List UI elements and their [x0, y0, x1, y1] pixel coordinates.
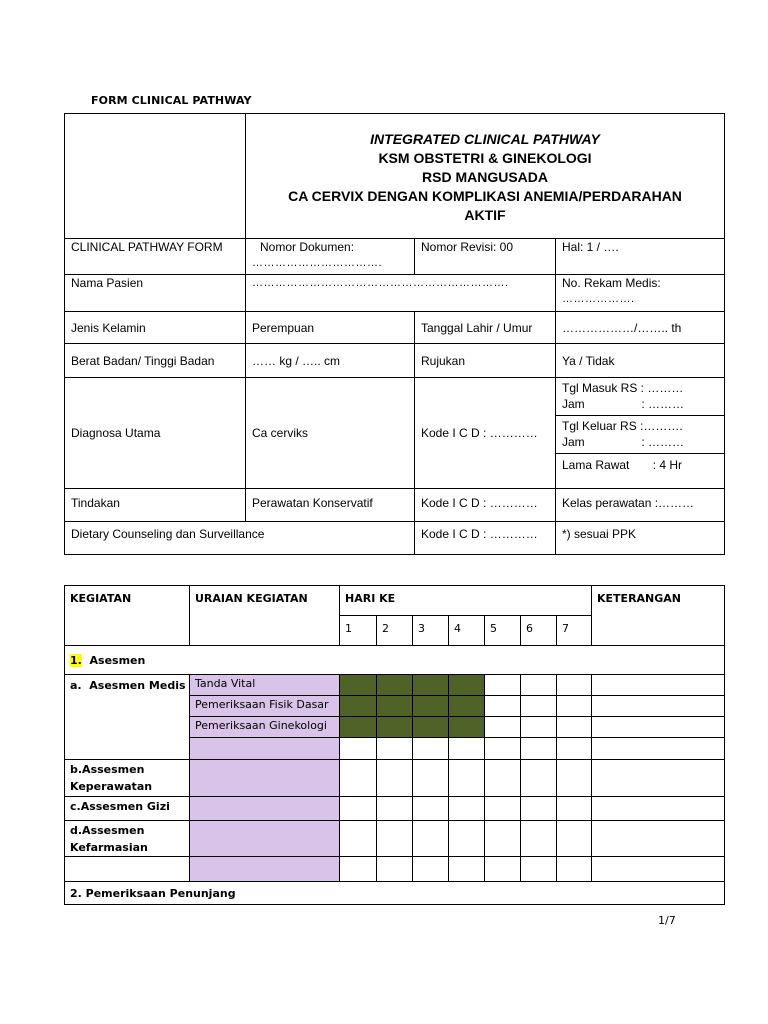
- day-cell: [377, 797, 413, 821]
- nomor-revisi: Nomor Revisi: 00: [415, 239, 556, 275]
- col-uraian: URAIAN KEGIATAN: [190, 586, 340, 646]
- day-cell: [413, 797, 449, 821]
- day-cell-filled: [340, 696, 377, 717]
- uraian-pemeriksaan-gineko: Pemeriksaan Ginekologi: [190, 717, 340, 738]
- asesmen-kefarmasian: d.Assesmen Kefarmasian: [65, 821, 190, 857]
- uraian-empty: [190, 857, 340, 882]
- form-name: CLINICAL PATHWAY FORM: [65, 239, 246, 275]
- day-cell: [377, 857, 413, 882]
- kelas-perawatan: Kelas perawatan :………: [556, 489, 725, 522]
- day-cell: [557, 696, 592, 717]
- day-cell-filled: [340, 717, 377, 738]
- day-cell: [521, 696, 557, 717]
- section-asesmen: [65, 646, 725, 675]
- day-cell: [521, 797, 557, 821]
- day-cell: [413, 821, 449, 857]
- jam-masuk: Jam : ………: [562, 397, 685, 411]
- day-cell: [485, 675, 521, 696]
- uraian-empty: [190, 738, 340, 760]
- header-table: [64, 113, 725, 555]
- diagnosa-label: Diagnosa Utama: [65, 378, 246, 489]
- nomor-dokumen-cell: [246, 239, 415, 275]
- day-cell: [557, 738, 592, 760]
- day-cell: [449, 760, 485, 797]
- day-cell: [557, 857, 592, 882]
- day-cell: [340, 821, 377, 857]
- day-cell: [485, 738, 521, 760]
- title-line: INTEGRATED CLINICAL PATHWAY: [370, 130, 600, 147]
- nama-pasien-label: Nama Pasien: [65, 275, 246, 312]
- day-cell-filled: [377, 717, 413, 738]
- berat-badan-value: …… kg / ….. cm: [246, 344, 415, 378]
- page-number: 1/7: [658, 914, 676, 927]
- day-cell-filled: [413, 696, 449, 717]
- day-cell: [557, 717, 592, 738]
- day-cell-filled: [413, 675, 449, 696]
- keterangan-cell: [592, 717, 725, 738]
- logo-cell: [65, 114, 246, 239]
- tgl-keluar-block: [556, 416, 724, 454]
- jam-keluar: Jam : ………: [562, 435, 685, 449]
- kegiatan-empty: [65, 857, 190, 882]
- title-line: CA CERVIX DENGAN KOMPLIKASI ANEMIA/PERDARAHAN: [288, 187, 682, 204]
- day-cell: [340, 857, 377, 882]
- tgl-masuk: Tgl Masuk RS : ………: [562, 381, 684, 395]
- keterangan-cell: [592, 760, 725, 797]
- uraian-pemeriksaan-fisik: Pemeriksaan Fisik Dasar: [190, 696, 340, 717]
- day-cell: [485, 857, 521, 882]
- nama-pasien-value: ………………………………………………………….: [246, 275, 556, 312]
- asesmen-keperawatan: b.Assesmen Keperawatan: [65, 760, 190, 797]
- sesuai-ppk: *) sesuai PPK: [556, 522, 725, 555]
- kode-icd: Kode I C D : …………: [415, 489, 556, 522]
- diagnosa-value: Ca cerviks: [246, 378, 415, 489]
- col-kegiatan: KEGIATAN: [65, 586, 190, 646]
- tanggal-lahir-value: ………………/…….. th: [556, 312, 725, 344]
- day-cell: [413, 857, 449, 882]
- day-cell-filled: [449, 696, 485, 717]
- jenis-kelamin-label: Jenis Kelamin: [65, 312, 246, 344]
- day-cell: [377, 760, 413, 797]
- rujukan-label: Rujukan: [415, 344, 556, 378]
- day-cell: [485, 821, 521, 857]
- tgl-masuk-block: [556, 378, 724, 416]
- asesmen-gizi: c.Assesmen Gizi: [65, 797, 190, 821]
- uraian-empty: [190, 821, 340, 857]
- day-header: 7: [557, 616, 592, 646]
- day-cell: [449, 821, 485, 857]
- day-header: 2: [377, 616, 413, 646]
- day-cell: [449, 797, 485, 821]
- keterangan-cell: [592, 675, 725, 696]
- day-cell: [485, 797, 521, 821]
- day-cell: [557, 760, 592, 797]
- lama-rawat: Lama Rawat : 4 Hr: [562, 458, 683, 472]
- day-cell: [340, 760, 377, 797]
- title-line: KSM OBSTETRI & GINEKOLOGI: [378, 149, 592, 166]
- day-cell-filled: [449, 717, 485, 738]
- kode-icd: Kode I C D : …………: [415, 378, 556, 489]
- day-header: 5: [485, 616, 521, 646]
- rawat-info-cell: [556, 378, 725, 489]
- keterangan-cell: [592, 797, 725, 821]
- day-header: 4: [449, 616, 485, 646]
- day-cell: [413, 760, 449, 797]
- day-header: 6: [521, 616, 557, 646]
- day-cell: [521, 738, 557, 760]
- day-cell: [340, 797, 377, 821]
- kode-icd: Kode I C D : …………: [415, 522, 556, 555]
- day-cell-filled: [449, 675, 485, 696]
- day-cell: [413, 738, 449, 760]
- title-line: RSD MANGUSADA: [422, 168, 548, 185]
- day-cell: [449, 857, 485, 882]
- no-rekam-medis-cell: [556, 275, 725, 312]
- day-cell: [521, 675, 557, 696]
- form-label: FORM CLINICAL PATHWAY: [91, 94, 252, 107]
- day-cell-filled: [413, 717, 449, 738]
- tindakan-value: Perawatan Konservatif: [246, 489, 415, 522]
- uraian-empty: [190, 760, 340, 797]
- day-cell: [557, 675, 592, 696]
- uraian-tanda-vital: Tanda Vital: [190, 675, 340, 696]
- asesmen-medis: a. Asesmen Medis: [65, 675, 190, 760]
- uraian-empty: [190, 797, 340, 821]
- day-cell: [377, 821, 413, 857]
- nomor-dokumen-label: Nomor Dokumen:: [260, 240, 355, 254]
- section-title: Asesmen: [89, 653, 146, 667]
- day-cell: [521, 857, 557, 882]
- section-number: 1.: [70, 653, 82, 667]
- day-header: 1: [340, 616, 377, 646]
- col-keterangan: KETERANGAN: [592, 586, 725, 646]
- day-cell: [557, 797, 592, 821]
- keterangan-cell: [592, 738, 725, 760]
- rujukan-value: Ya / Tidak: [556, 344, 725, 378]
- day-cell: [340, 738, 377, 760]
- no-rekam-medis-value: ……………….: [562, 293, 635, 305]
- col-hari-ke: HARI KE: [340, 586, 592, 616]
- day-cell: [521, 760, 557, 797]
- day-header: 3: [413, 616, 449, 646]
- day-cell: [377, 738, 413, 760]
- tgl-keluar: Tgl Keluar RS :……….: [562, 419, 683, 433]
- berat-badan-label: Berat Badan/ Tinggi Badan: [65, 344, 246, 378]
- no-rekam-medis-label: No. Rekam Medis:: [562, 276, 661, 290]
- day-cell: [521, 821, 557, 857]
- title-line: AKTIF: [464, 206, 506, 223]
- halaman: Hal: 1 / ….: [556, 239, 725, 275]
- day-cell-filled: [377, 696, 413, 717]
- tindakan-label: Tindakan: [65, 489, 246, 522]
- keterangan-cell: [592, 821, 725, 857]
- section-pemeriksaan-penunjang: 2. Pemeriksaan Penunjang: [65, 882, 725, 905]
- day-cell: [521, 717, 557, 738]
- day-cell: [449, 738, 485, 760]
- day-cell: [485, 717, 521, 738]
- day-cell: [557, 821, 592, 857]
- document-title: [246, 114, 725, 239]
- day-cell: [485, 760, 521, 797]
- dietary-label: Dietary Counseling dan Surveillance: [65, 522, 415, 555]
- day-cell: [485, 696, 521, 717]
- nomor-dokumen-value: …………………………….: [252, 257, 383, 269]
- jenis-kelamin-value: Perempuan: [246, 312, 415, 344]
- day-cell-filled: [340, 675, 377, 696]
- keterangan-cell: [592, 696, 725, 717]
- keterangan-cell: [592, 857, 725, 882]
- day-cell-filled: [377, 675, 413, 696]
- tanggal-lahir-label: Tanggal Lahir / Umur: [415, 312, 556, 344]
- activity-table: [64, 585, 725, 905]
